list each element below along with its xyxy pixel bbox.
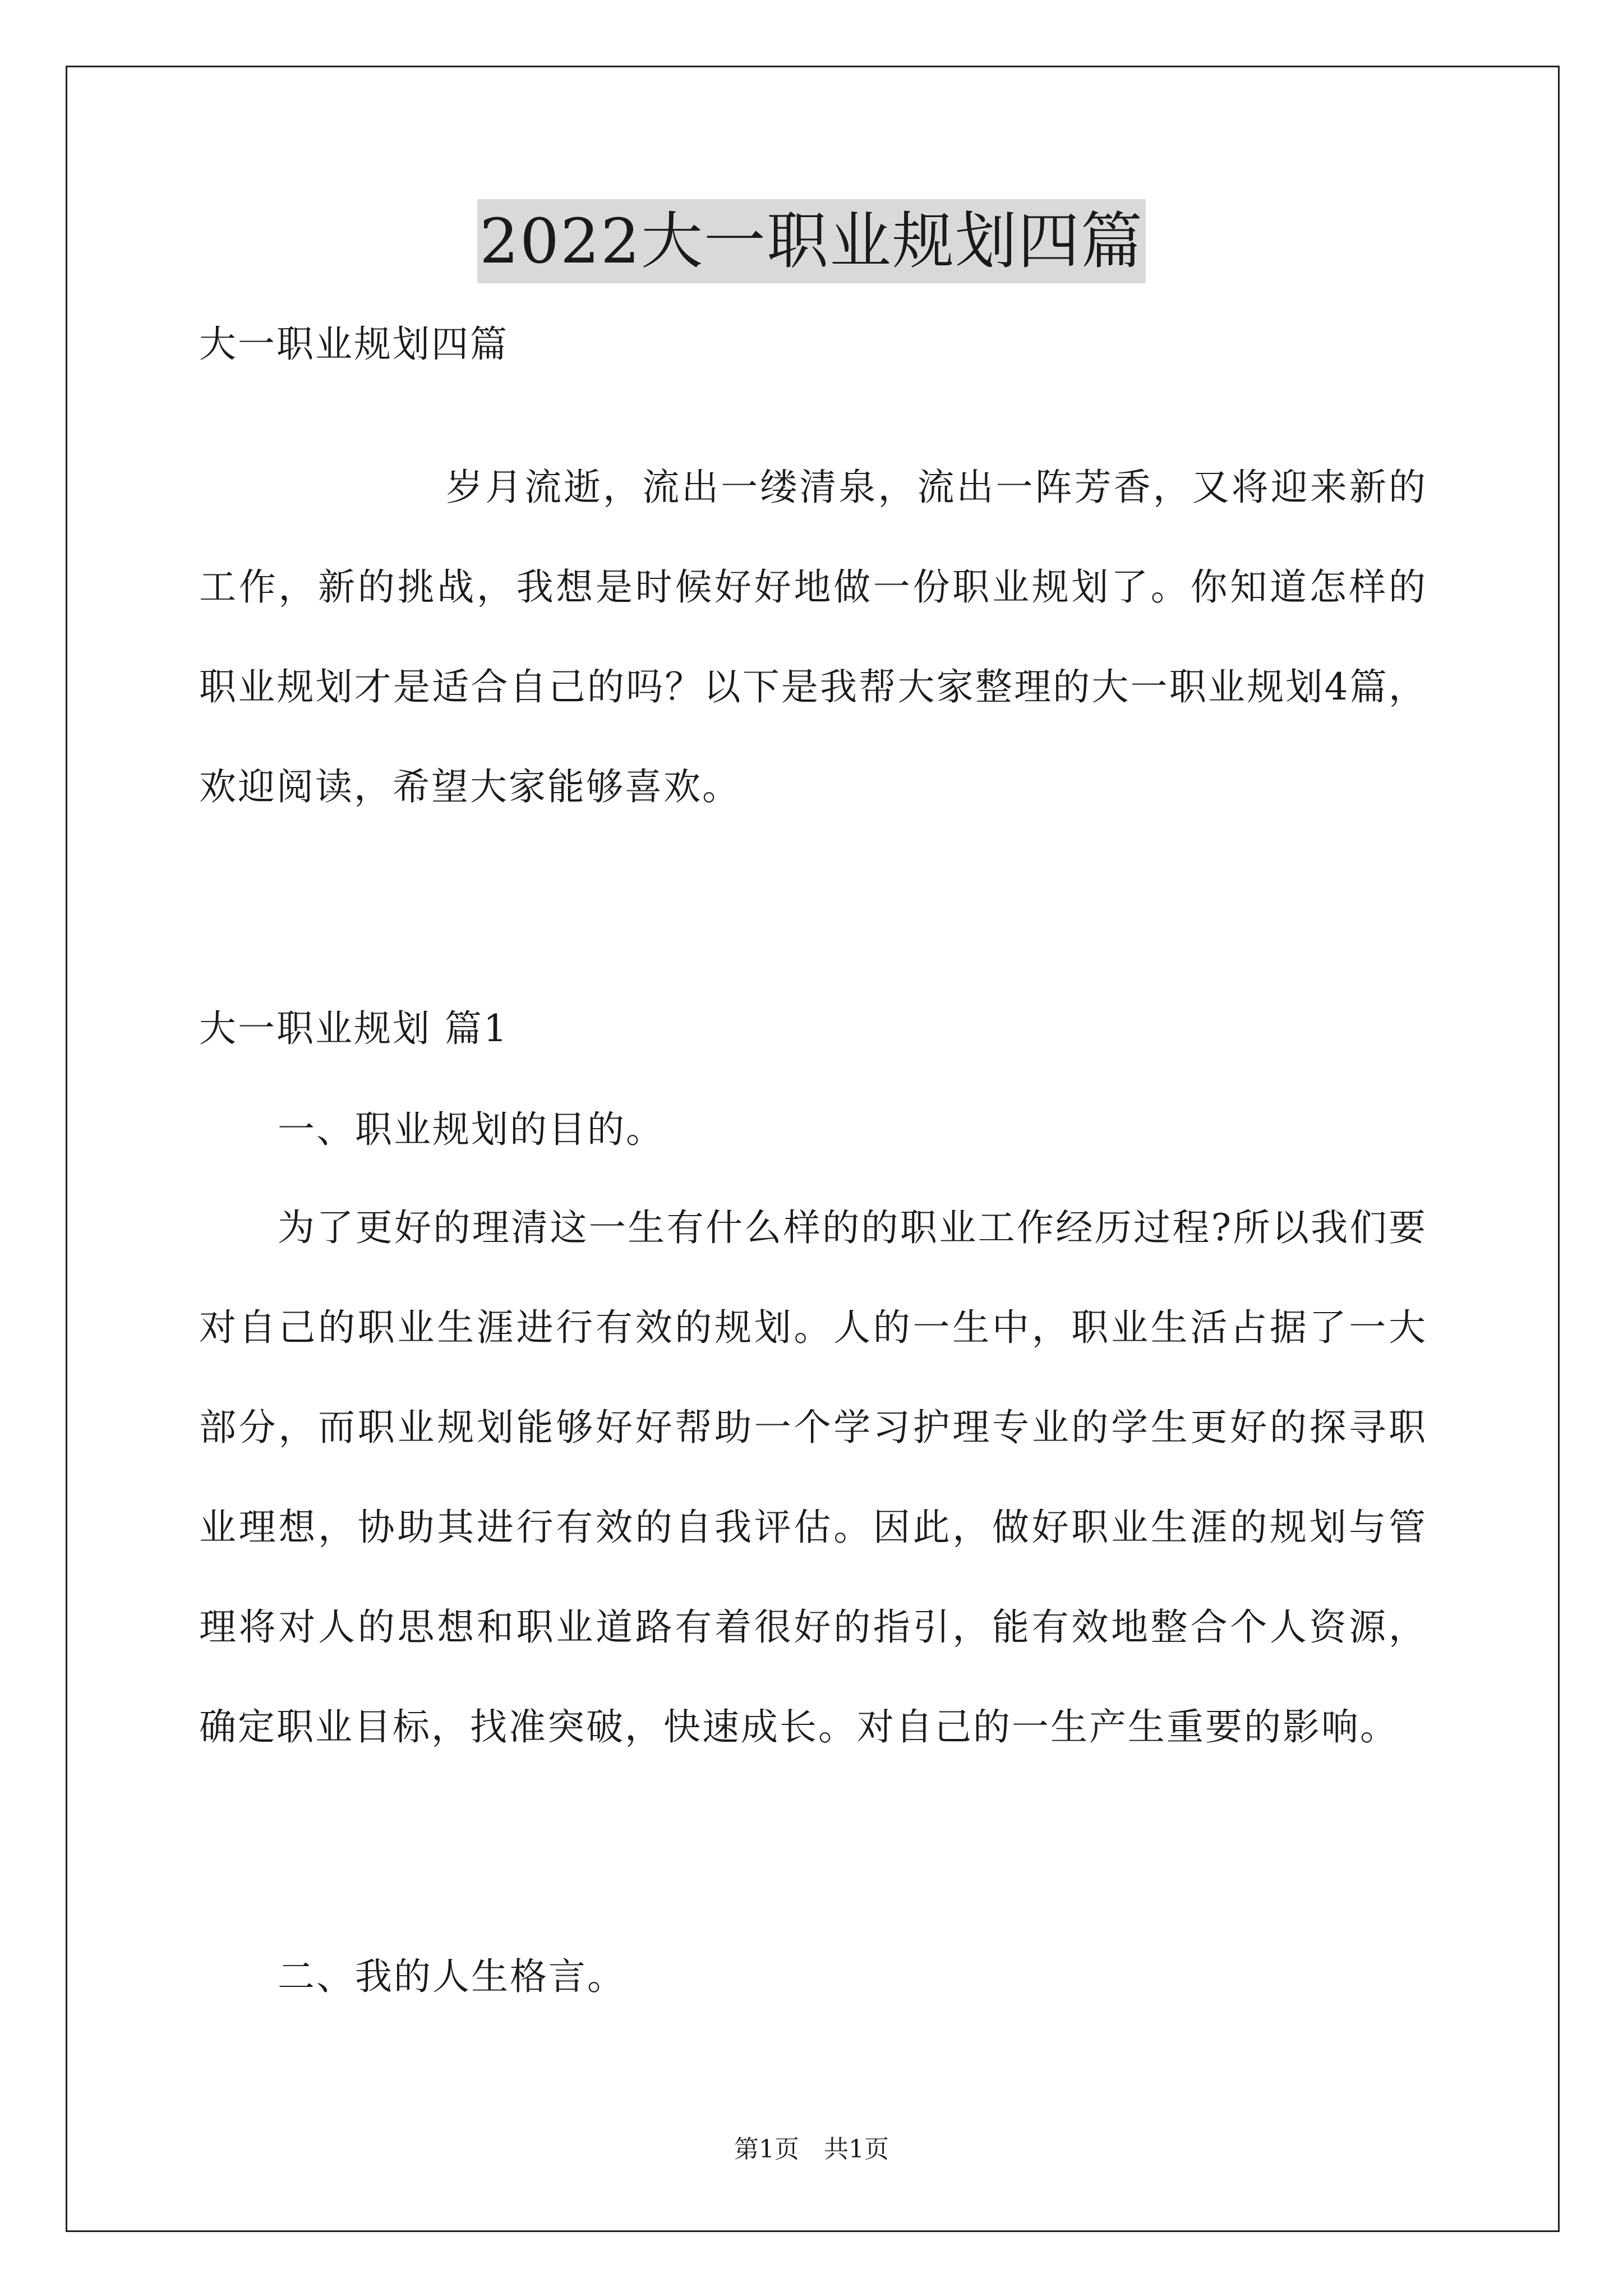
item2-heading: 二、我的人生格言。: [278, 1955, 626, 1998]
document-subtitle: 大一职业规划四篇: [199, 323, 509, 366]
section-heading: 大一职业规划 篇1: [199, 1007, 509, 1050]
item1-body: 为了更好的理清这一生有什么样的的职业工作经历过程?所以我们要对自己的职业生涯进行有效的规划。人的一生中，职业生活占据了一大部分，而职业规划能够好好帮助一个学习护理专业的学生更好的探寻职业理想，协助其进行有效的自我评估。因此，做好职业生涯的规划与管理将对人的思想和职业道路有着很好的指引，能有效地整合个人资源，确定职业目标，找准突破，快速成长。对自己的一生产生重要的影响。: [199, 1206, 1427, 1749]
intro-paragraph: 岁月流逝，流出一缕清泉，流出一阵芳香，又将迎来新的工作，新的挑战，我想是时候好好地做一份职业规划了。你知道怎样的职业规划才是适合自己的吗？以下是我帮大家整理的大一职业规划4篇，欢迎阅读，希望大家能够喜欢。: [199, 466, 1427, 808]
page-number: 第1页 共1页: [734, 2135, 889, 2164]
document-title: 2022大一职业规划四篇: [477, 199, 1146, 283]
item1-heading: 一、职业规划的目的。: [278, 1108, 665, 1151]
title-container: [0, 199, 1623, 283]
